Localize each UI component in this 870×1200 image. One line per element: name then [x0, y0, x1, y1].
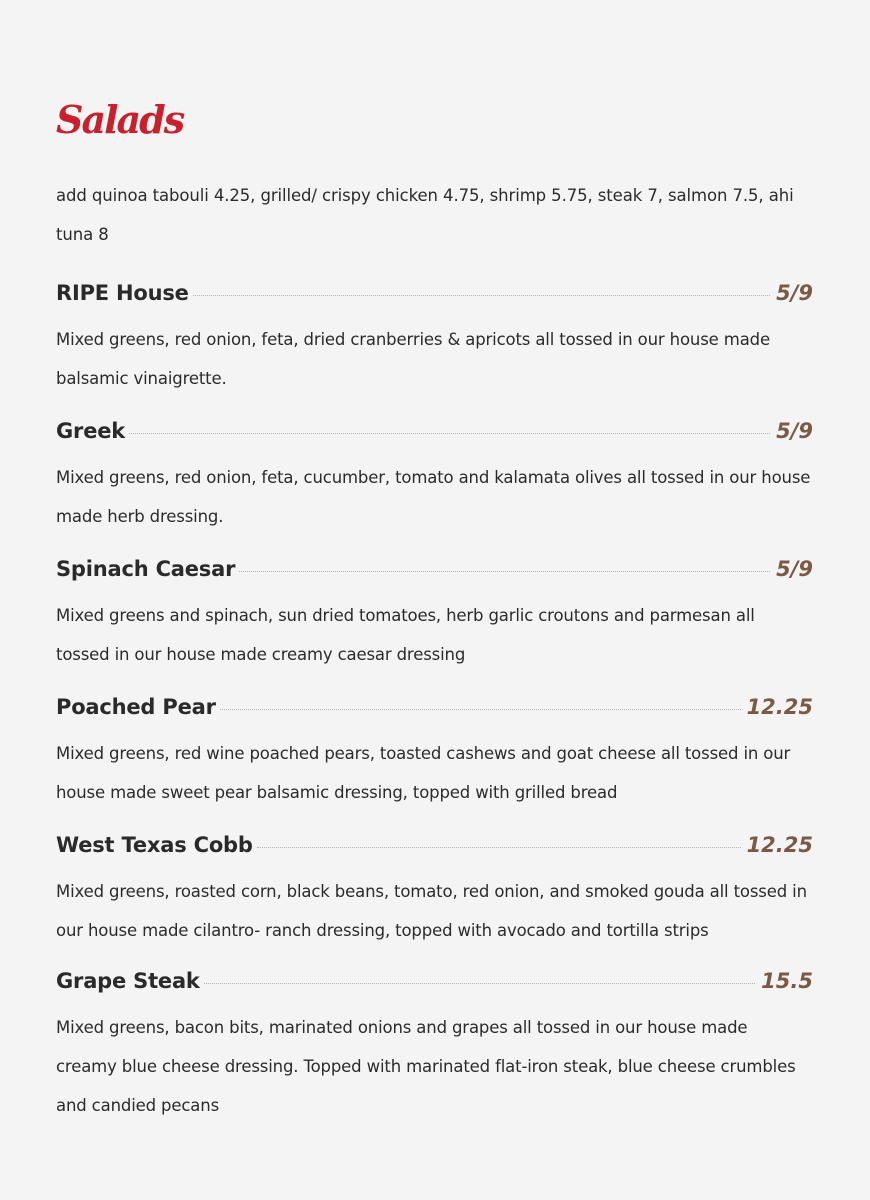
dotted-leader — [129, 433, 770, 434]
menu-item — [56, 412, 813, 536]
dotted-leader — [257, 847, 741, 848]
menu-item-description: Mixed greens, bacon bits, marinated onions and grapes all tossed in our house made creamy blue cheese dressing. Topped with marinated flat-iron steak, blue cheese crumbles and candied pecans — [56, 1018, 796, 1115]
menu-item-description: Mixed greens, red onion, feta, cucumber, tomato and kalamata olives all tossed in our house made herb dressing. — [56, 468, 811, 526]
menu-item-name: Grape Steak — [56, 969, 200, 993]
menu-item-name: Spinach Caesar — [56, 557, 236, 581]
menu-item-header — [56, 962, 813, 1000]
menu-item-header — [56, 550, 813, 588]
menu-item-name: Greek — [56, 419, 126, 443]
menu-item-name: RIPE House — [56, 281, 189, 305]
menu-item-header — [56, 412, 813, 450]
menu-item-description: Mixed greens and spinach, sun dried tomatoes, herb garlic croutons and parmesan all tossed in our house made creamy caesar dressing — [56, 606, 755, 664]
menu-item-price: 12.25 — [746, 695, 813, 719]
add-ons-note: add quinoa tabouli 4.25, grilled/ crispy chicken 4.75, shrimp 5.75, steak 7, salmon 7.5, ahi tuna 8 — [56, 186, 794, 244]
menu-item-header — [56, 274, 813, 312]
menu-item — [56, 962, 813, 1125]
menu-item — [56, 688, 813, 812]
menu-item-header — [56, 688, 813, 726]
menu-item-price: 12.25 — [746, 833, 813, 857]
dotted-leader — [239, 571, 770, 572]
menu-item — [56, 274, 813, 398]
menu-page — [56, 96, 813, 1125]
menu-item — [56, 826, 813, 950]
menu-item-price: 5/9 — [776, 419, 813, 443]
menu-item-header — [56, 826, 813, 864]
menu-item-name: West Texas Cobb — [56, 833, 253, 857]
menu-item — [56, 550, 813, 674]
menu-item-price: 5/9 — [776, 281, 813, 305]
menu-item-description: Mixed greens, roasted corn, black beans, tomato, red onion, and smoked gouda all tossed in our house made cilantro- ranch dressing, topped with avocado and tortilla strips — [56, 882, 807, 940]
dotted-leader — [193, 295, 770, 296]
menu-item-name: Poached Pear — [56, 695, 216, 719]
section-title: Salads — [56, 97, 184, 142]
menu-item-price: 5/9 — [776, 557, 813, 581]
menu-item-price: 15.5 — [761, 969, 813, 993]
menu-item-description: Mixed greens, red wine poached pears, toasted cashews and goat cheese all tossed in our house made sweet pear balsamic dressing, topped with grilled bread — [56, 744, 791, 802]
dotted-leader — [220, 709, 741, 710]
menu-item-description: Mixed greens, red onion, feta, dried cranberries & apricots all tossed in our house made balsamic vinaigrette. — [56, 330, 770, 388]
dotted-leader — [204, 983, 755, 984]
